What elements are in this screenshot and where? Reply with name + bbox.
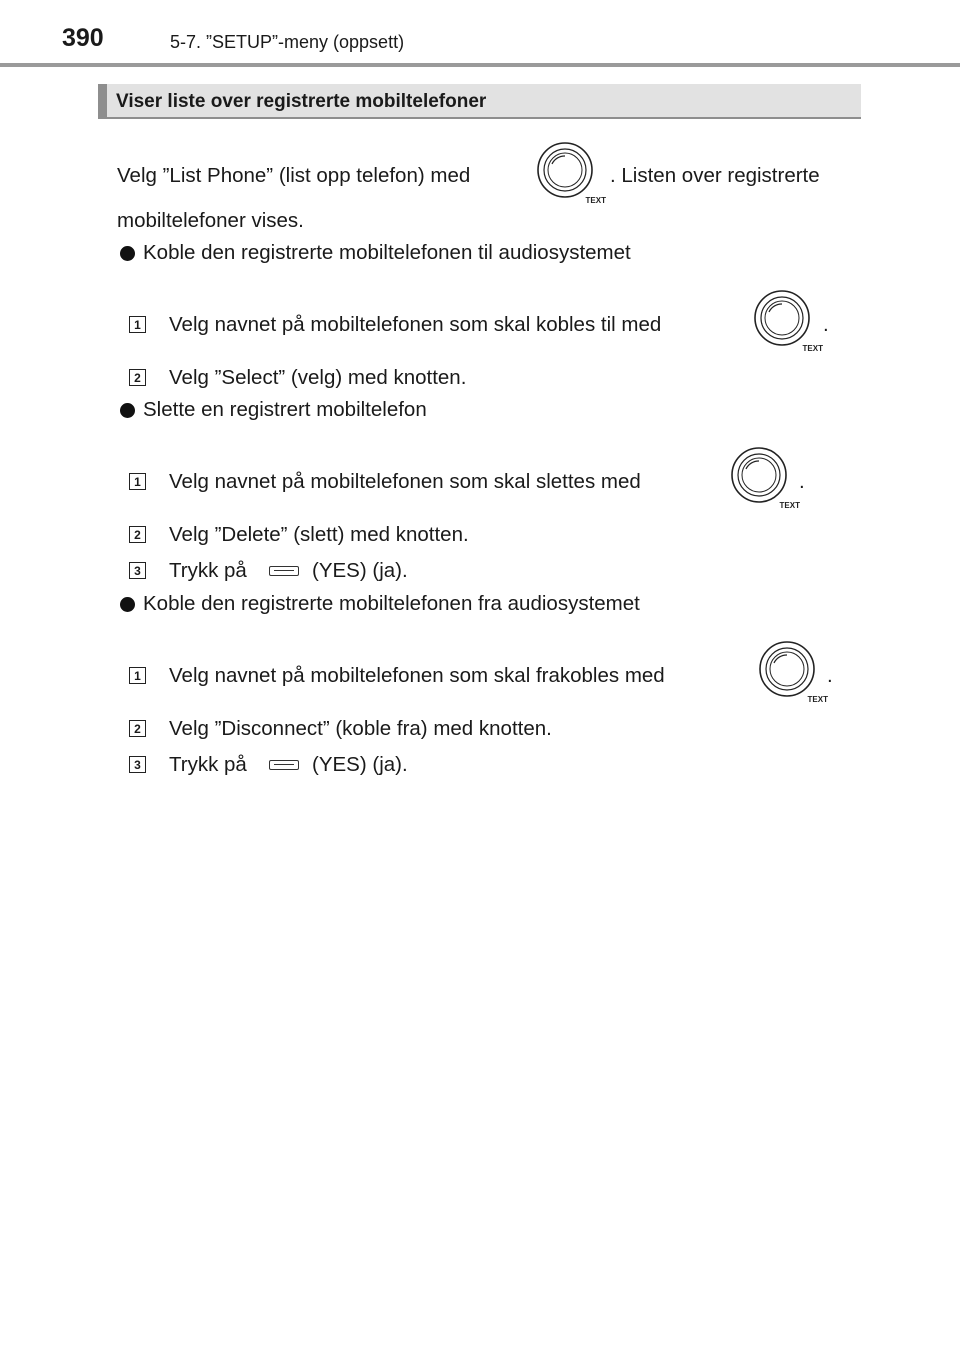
header-rule	[0, 63, 960, 67]
step-text: Trykk på	[169, 753, 247, 776]
bullet-dot	[120, 246, 135, 261]
step-text: Velg ”Delete” (slett) med knotten.	[169, 523, 469, 546]
step-number: 2	[129, 720, 146, 737]
step-text: Trykk på	[169, 559, 247, 582]
step-number: 1	[129, 473, 146, 490]
svg-text:TEXT: TEXT	[779, 501, 800, 510]
step-text: Velg ”Select” (velg) med knotten.	[169, 366, 467, 389]
step-text-end: .	[823, 313, 829, 336]
yes-button-icon	[269, 760, 299, 770]
step-text-end: .	[799, 470, 805, 493]
group-3-title: Koble den registrerte mobiltelefonen fra audiosystemet	[143, 592, 640, 615]
step-number: 3	[129, 756, 146, 773]
tune-knob-icon	[535, 142, 607, 211]
chapter-title: 5-7. ”SETUP”-meny (oppsett)	[170, 32, 405, 52]
yes-button-icon	[269, 566, 299, 576]
intro-text-part1: Velg ”List Phone” (list opp telefon) med	[117, 164, 471, 187]
step-number: 1	[129, 667, 146, 684]
tune-knob-icon	[752, 290, 824, 359]
step-number: 2	[129, 369, 146, 386]
step-number: 1	[129, 316, 146, 333]
step-text-end: (YES) (ja).	[312, 753, 408, 776]
step-number: 2	[129, 526, 146, 543]
tune-knob-icon	[757, 641, 829, 710]
step-number: 3	[129, 562, 146, 579]
intro-text-line2: mobiltelefoner vises.	[117, 209, 304, 232]
group-2-title: Slette en registrert mobiltelefon	[143, 398, 427, 421]
step-text-end: (YES) (ja).	[312, 559, 408, 582]
page-header	[0, 0, 960, 70]
section-heading-bar	[98, 84, 861, 119]
section-accent	[98, 84, 107, 117]
svg-text:TEXT: TEXT	[802, 344, 823, 353]
step-text: Velg navnet på mobiltelefonen som skal kobles til med	[169, 313, 662, 336]
tune-knob-icon	[729, 447, 801, 516]
step-text: Velg navnet på mobiltelefonen som skal frakobles med	[169, 664, 665, 687]
step-text-end: .	[827, 664, 833, 687]
bullet-dot	[120, 403, 135, 418]
step-text: Velg navnet på mobiltelefonen som skal slettes med	[169, 470, 641, 493]
group-1-title: Koble den registrerte mobiltelefonen til audiosystemet	[143, 241, 631, 264]
page-number: 390	[62, 24, 104, 52]
svg-text:TEXT: TEXT	[807, 695, 828, 704]
section-title: Viser liste over registrerte mobiltelefoner	[116, 91, 487, 112]
svg-text:TEXT: TEXT	[585, 196, 606, 205]
step-text: Velg ”Disconnect” (koble fra) med knotten.	[169, 717, 552, 740]
intro-text-part2: . Listen over registrerte	[610, 164, 820, 187]
bullet-dot	[120, 597, 135, 612]
